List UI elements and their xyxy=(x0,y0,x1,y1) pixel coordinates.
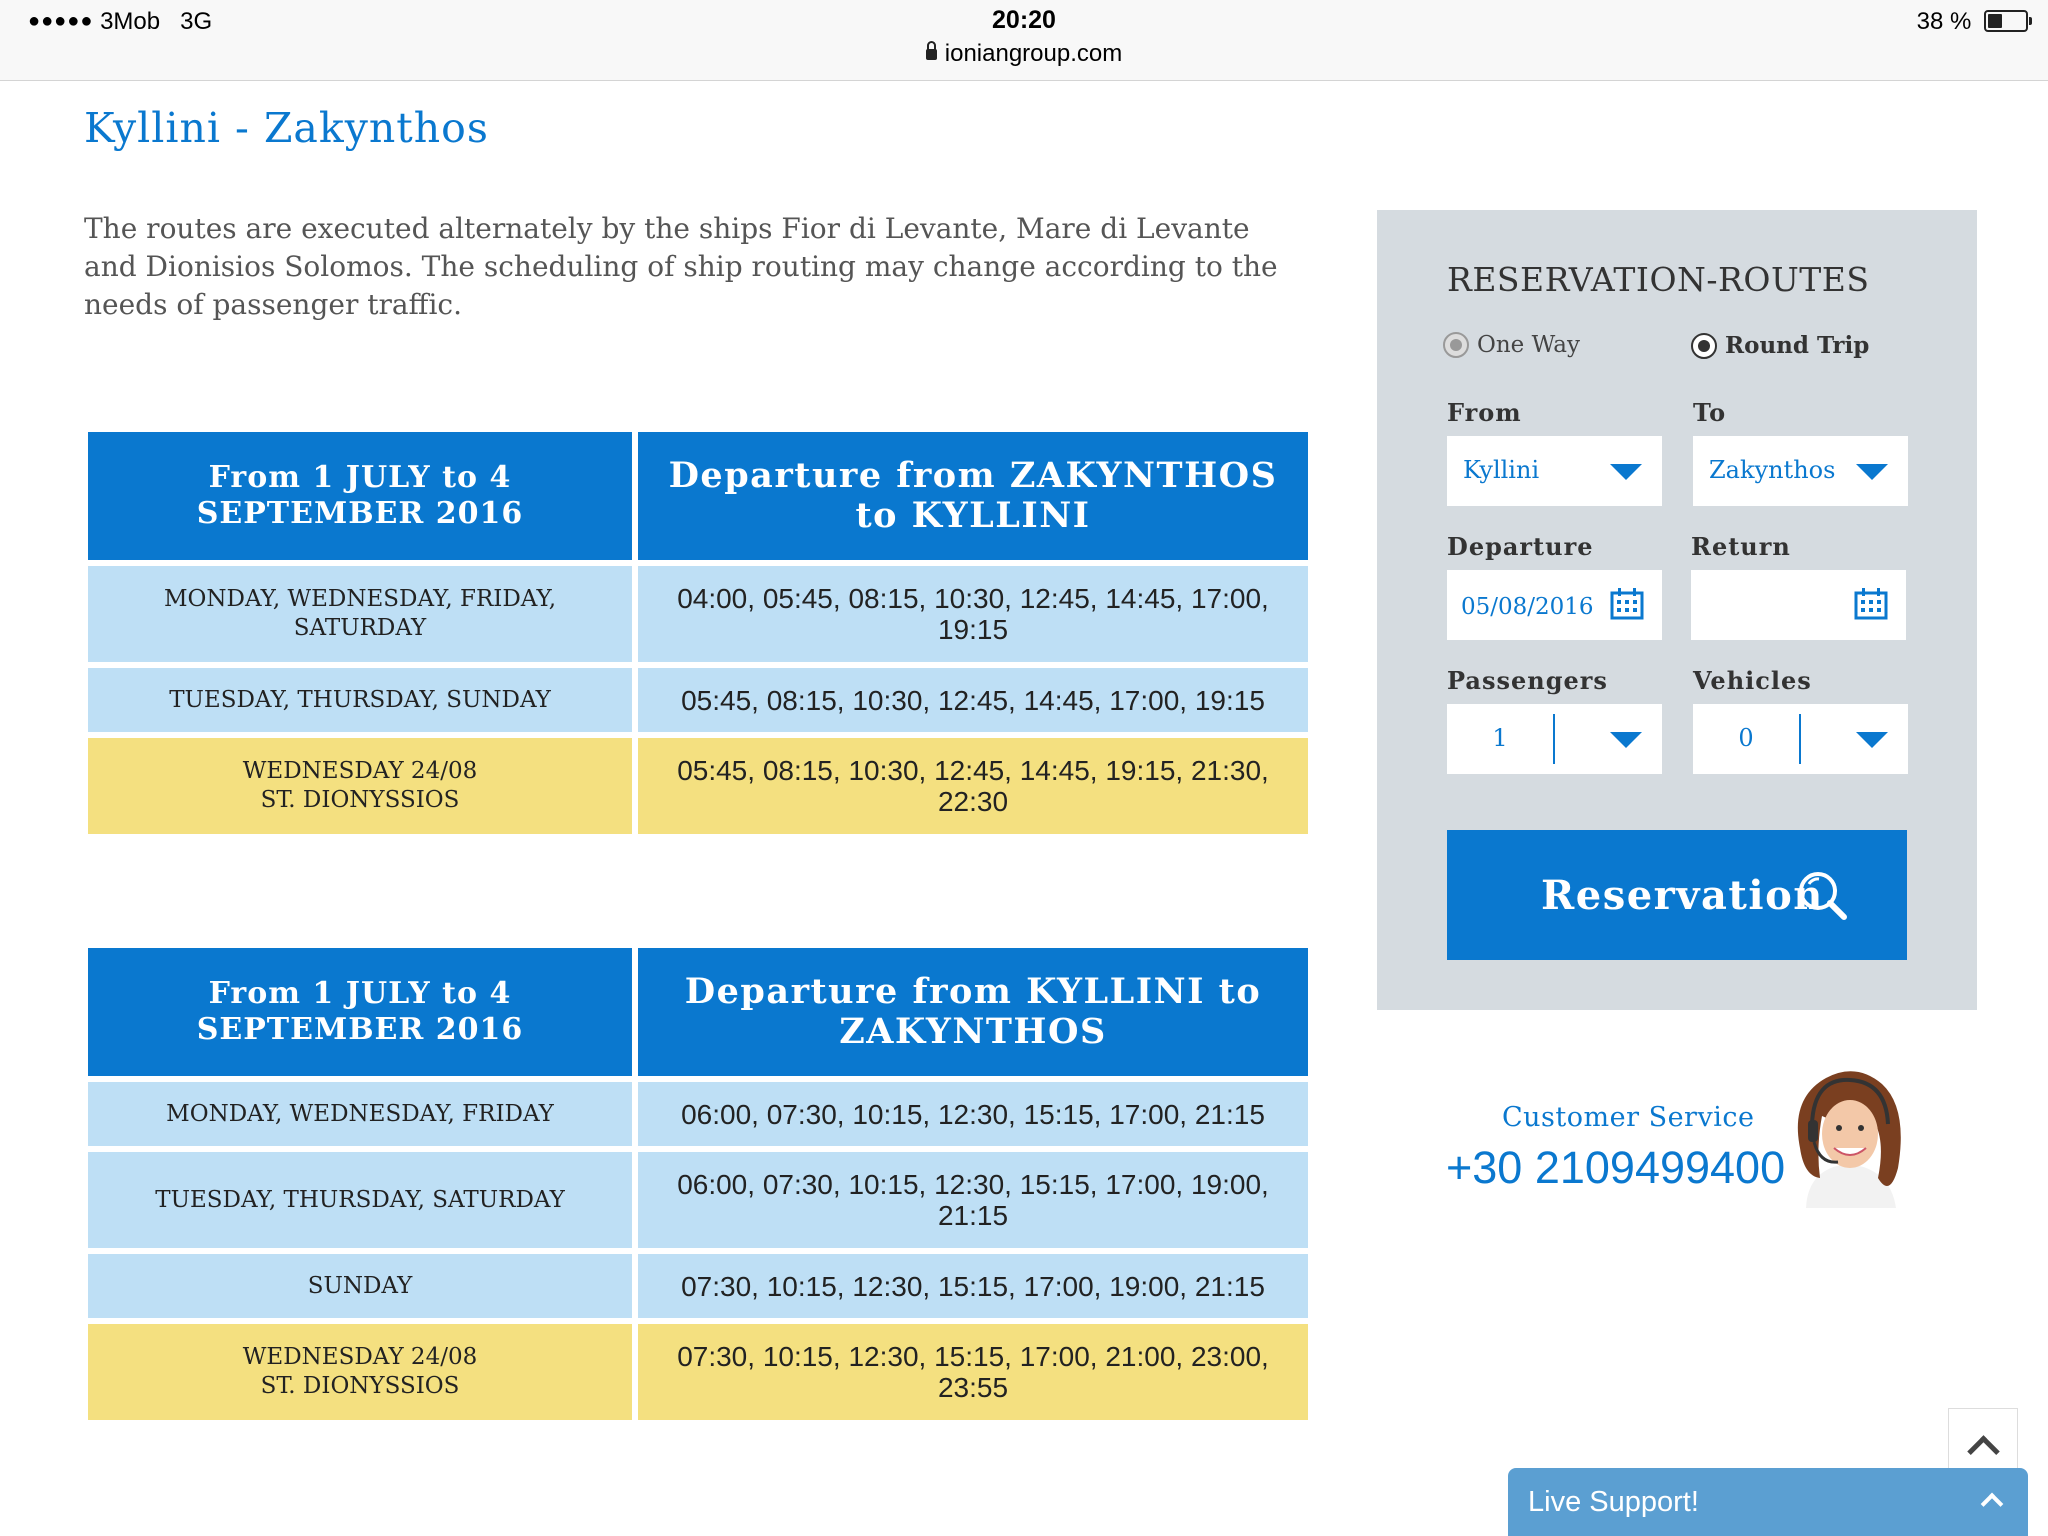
times-cell: 05:45, 08:15, 10:30, 12:45, 14:45, 17:00, 19:15 xyxy=(638,668,1308,732)
one-way-label: One Way xyxy=(1477,332,1580,358)
chevron-down-icon[interactable] xyxy=(1856,732,1888,748)
calendar-icon[interactable] xyxy=(1854,588,1888,620)
period-header: From 1 JULY to 4 SEPTEMBER 2016 xyxy=(88,432,632,560)
url-text: ioniangroup.com xyxy=(944,40,1123,67)
from-select[interactable] xyxy=(1447,436,1662,506)
reservation-panel xyxy=(1377,210,1977,1010)
network-type: 3G xyxy=(180,8,213,35)
carrier-name: 3Mob xyxy=(100,8,161,35)
table-row xyxy=(88,1254,1308,1318)
chevron-down-icon[interactable] xyxy=(1856,464,1888,480)
live-support-label: Live Support! xyxy=(1528,1486,1699,1518)
times-cell: 04:00, 05:45, 08:15, 10:30, 12:45, 14:45, 17:00, 19:15 xyxy=(638,566,1308,662)
chevron-up-icon[interactable] xyxy=(1981,1493,2004,1516)
schedule-header xyxy=(88,432,1308,560)
vehicles-select[interactable] xyxy=(1693,704,1908,774)
table-row xyxy=(88,1082,1308,1146)
days-cell: TUESDAY, THURSDAY, SUNDAY xyxy=(88,668,632,732)
battery-fill xyxy=(1988,14,2002,28)
vehicles-value: 0 xyxy=(1738,724,1754,752)
reservation-title: RESERVATION-ROUTES xyxy=(1447,260,1870,299)
chevron-down-icon[interactable] xyxy=(1610,464,1642,480)
round-trip-radio[interactable] xyxy=(1691,332,1869,359)
one-way-radio[interactable] xyxy=(1443,332,1580,358)
signal-icon: ●●●●● xyxy=(28,10,94,32)
table-row xyxy=(88,1152,1308,1248)
holiday-date: WEDNESDAY 24/08 xyxy=(242,758,478,784)
from-value: Kyllini xyxy=(1463,456,1540,484)
support-agent-avatar xyxy=(1786,1068,1910,1208)
passengers-select[interactable] xyxy=(1447,704,1662,774)
battery-icon xyxy=(1984,10,2028,32)
departure-value: 05/08/2016 xyxy=(1461,594,1594,620)
days-cell: TUESDAY, THURSDAY, SATURDAY xyxy=(88,1152,632,1248)
table-row xyxy=(88,566,1308,662)
to-label: To xyxy=(1693,398,1727,427)
times-cell: 07:30, 10:15, 12:30, 15:15, 17:00, 21:00, 23:00, 23:55 xyxy=(638,1324,1308,1420)
days-cell xyxy=(88,738,632,834)
return-label: Return xyxy=(1691,532,1791,561)
customer-service-label: Customer Service xyxy=(1502,1102,1755,1133)
lock-icon xyxy=(926,49,937,60)
days-cell: SUNDAY xyxy=(88,1254,632,1318)
radio-checked-icon[interactable] xyxy=(1691,333,1717,359)
select-divider xyxy=(1799,714,1801,764)
calendar-icon[interactable] xyxy=(1610,588,1644,620)
direction-header: Departure from ZAKYNTHOS to KYLLINI xyxy=(638,432,1308,560)
table-row-holiday xyxy=(88,738,1308,834)
schedule-table-zakynthos-kyllini xyxy=(82,426,1314,840)
status-bar xyxy=(0,0,2048,81)
battery-status xyxy=(1917,8,2028,36)
times-cell: 05:45, 08:15, 10:30, 12:45, 14:45, 19:15, 21:30, 22:30 xyxy=(638,738,1308,834)
from-label: From xyxy=(1447,398,1522,427)
to-select[interactable] xyxy=(1693,436,1908,506)
days-cell: MONDAY, WEDNESDAY, FRIDAY xyxy=(88,1082,632,1146)
times-cell: 07:30, 10:15, 12:30, 15:15, 17:00, 19:00, 21:15 xyxy=(638,1254,1308,1318)
days-cell: MONDAY, WEDNESDAY, FRIDAY, SATURDAY xyxy=(88,566,632,662)
select-divider xyxy=(1553,714,1555,764)
clock: 20:20 xyxy=(992,6,1056,34)
passengers-value: 1 xyxy=(1492,724,1508,752)
holiday-name: ST. DIONYSSIOS xyxy=(260,1373,460,1399)
schedule-header xyxy=(88,948,1308,1076)
address-bar[interactable] xyxy=(0,40,2048,68)
times-cell: 06:00, 07:30, 10:15, 12:30, 15:15, 17:00, 19:00, 21:15 xyxy=(638,1152,1308,1248)
round-trip-label: Round Trip xyxy=(1725,332,1870,359)
customer-service-phone[interactable]: +30 2109499400 xyxy=(1446,1142,1786,1193)
departure-date-input[interactable] xyxy=(1447,570,1662,640)
return-date-input[interactable] xyxy=(1691,570,1906,640)
holiday-name: ST. DIONYSSIOS xyxy=(260,787,460,813)
radio-unchecked-icon[interactable] xyxy=(1443,332,1469,358)
times-cell: 06:00, 07:30, 10:15, 12:30, 15:15, 17:00, 21:15 xyxy=(638,1082,1308,1146)
table-row xyxy=(88,668,1308,732)
page-title: Kyllini - Zakynthos xyxy=(84,104,489,152)
days-cell xyxy=(88,1324,632,1420)
holiday-date: WEDNESDAY 24/08 xyxy=(242,1344,478,1370)
battery-percent: 38 % xyxy=(1916,8,1972,35)
schedule-table-kyllini-zakynthos xyxy=(82,942,1314,1426)
direction-header: Departure from KYLLINI to ZAKYNTHOS xyxy=(638,948,1308,1076)
reservation-button[interactable] xyxy=(1447,830,1907,960)
passengers-label: Passengers xyxy=(1447,666,1608,695)
to-value: Zakynthos xyxy=(1709,456,1836,484)
route-description: The routes are executed alternately by the ships Fior di Levante, Mare di Levante and Dionisios Solomos. The scheduling of ship routing may change according to the needs of passenger traffic. xyxy=(84,212,1278,321)
departure-label: Departure xyxy=(1447,532,1594,561)
reservation-button-label: Reservation xyxy=(1541,872,1824,919)
chevron-down-icon[interactable] xyxy=(1610,732,1642,748)
period-header: From 1 JULY to 4 SEPTEMBER 2016 xyxy=(88,948,632,1076)
table-row-holiday xyxy=(88,1324,1308,1420)
search-icon xyxy=(1797,870,1849,922)
live-support-bar[interactable] xyxy=(1508,1468,2028,1536)
vehicles-label: Vehicles xyxy=(1693,666,1812,695)
